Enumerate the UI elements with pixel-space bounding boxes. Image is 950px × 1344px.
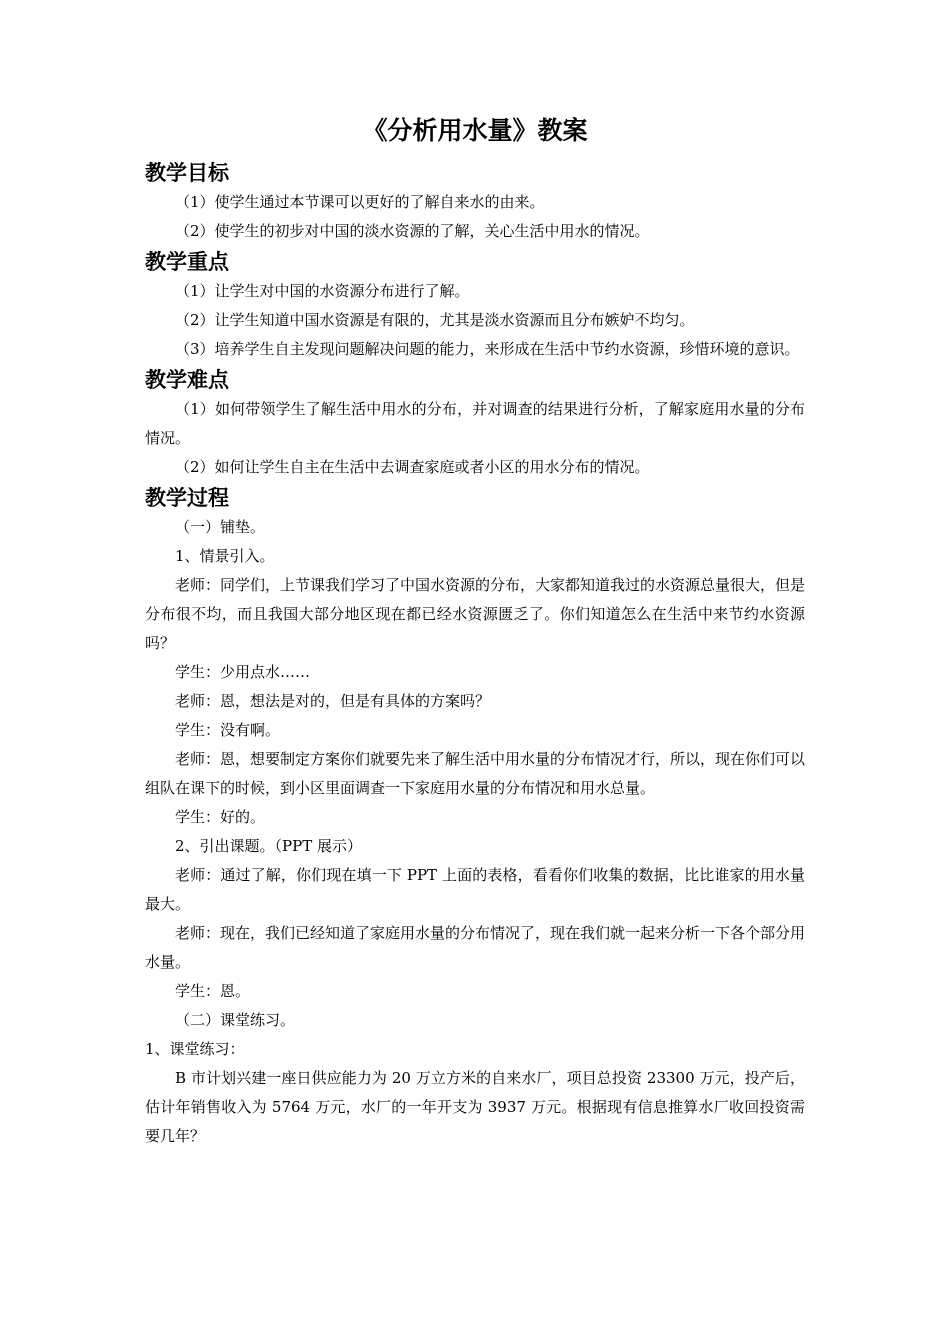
dialogue-line: 学生：少用点水…… <box>175 663 311 681</box>
section-heading-goals: 教学目标 <box>145 161 229 185</box>
difficulty-item: （2）如何让学生自主在生活中去调查家庭或者小区的用水分布的情况。 <box>175 458 650 476</box>
dialogue-line: 老师：通过了解，你们现在填一下 PPT 上面的表格，看看你们收集的数据，比比谁家的用水量最大。 <box>145 866 805 913</box>
exercise-label: 1、课堂练习： <box>145 1040 245 1058</box>
document-title: 《分析用水量》教案 <box>362 116 588 145</box>
process-item: （二）课堂练习。 <box>175 1011 296 1029</box>
process-item: 1、情景引入。 <box>175 547 275 565</box>
dialogue-line: 老师：恩，想法是对的，但是有具体的方案吗？ <box>175 692 491 710</box>
key-point-item: （2）让学生知道中国水资源是有限的，尤其是淡水资源而且分布嫉妒不均匀。 <box>175 311 695 329</box>
dialogue-line: 老师：现在，我们已经知道了家庭用水量的分布情况了，现在我们就一起来分析一下各个部分用水量。 <box>145 924 806 971</box>
section-heading-difficulties: 教学难点 <box>145 368 229 392</box>
section-heading-process: 教学过程 <box>145 486 229 510</box>
section-heading-key-points: 教学重点 <box>145 250 229 274</box>
dialogue-line: 老师：恩，想要制定方案你们就要先来了解生活中用水量的分布情况才行，所以，现在你们可以组队在课下的时候，到小区里面调查一下家庭用水量的分布情况和用水总量。 <box>145 750 806 797</box>
goal-item: （1）使学生通过本节课可以更好的了解自来水的由来。 <box>175 193 545 211</box>
process-item: （一）铺垫。 <box>175 518 266 536</box>
dialogue-line: 学生：恩。 <box>175 982 251 1000</box>
dialogue-line: 学生：好的。 <box>175 808 266 826</box>
key-point-item: （3）培养学生自主发现问题解决问题的能力，来形成在生活中节约水资源，珍惜环境的意识。 <box>175 340 800 358</box>
goal-item: （2）使学生的初步对中国的淡水资源的了解，关心生活中用水的情况。 <box>175 222 650 240</box>
difficulty-item: （1）如何带领学生了解生活中用水的分布，并对调查的结果进行分析，了解家庭用水量的分布情况。 <box>145 400 805 447</box>
key-point-item: （1）让学生对中国的水资源分布进行了解。 <box>175 282 470 300</box>
dialogue-line: 学生：没有啊。 <box>175 721 281 739</box>
document-body <box>145 158 805 1151</box>
dialogue-line: 老师：同学们，上节课我们学习了中国水资源的分布，大家都知道我过的水资源总量很大，但是分布很不均，而且我国大部分地区现在都已经水资源匮乏了。你们知道怎么在生活中来节约水资源吗？ <box>145 576 806 652</box>
exercise-problem: B 市计划兴建一座日供应能力为 20 万立方米的自来水厂，项目总投资 23300 万元，投产后，估计年销售收入为 5764 万元，水厂的一年开支为 3937 万元。根据现有信息推算水厂收回投资需要几年？ <box>145 1069 805 1145</box>
process-item: 2、引出课题。（PPT 展示） <box>175 837 363 855</box>
